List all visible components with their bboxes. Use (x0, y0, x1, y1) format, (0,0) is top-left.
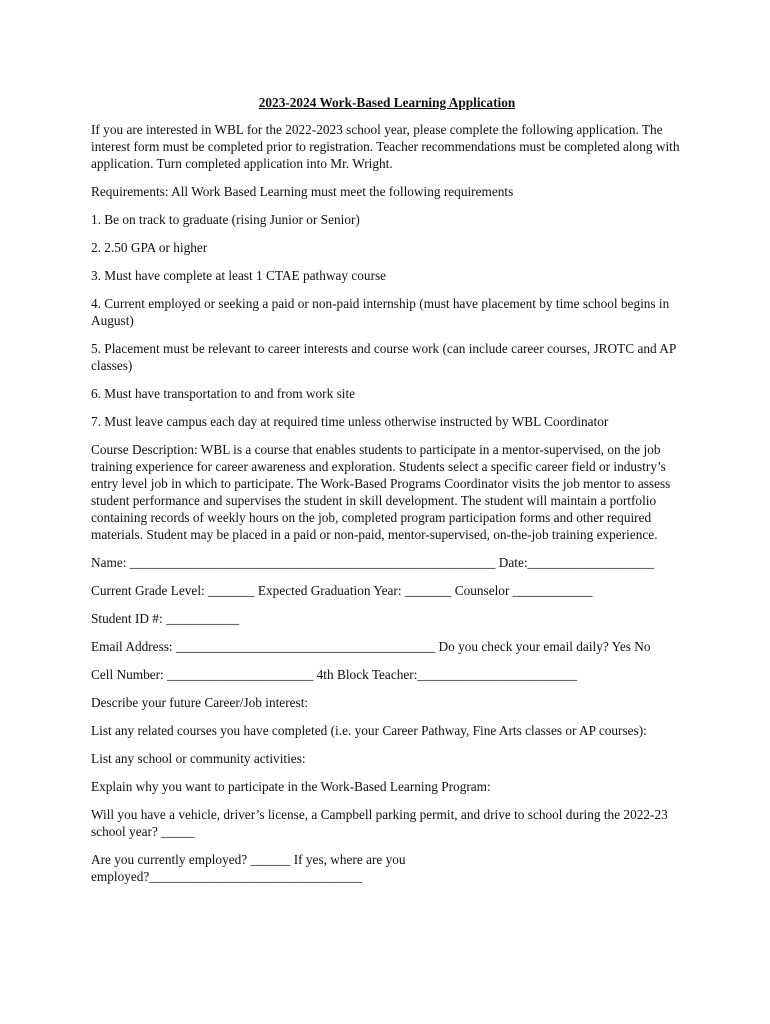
email-field[interactable]: Email Address: _______________________________________ Do you check your email daily? Yes No (91, 639, 651, 654)
employment-question-line-1: Are you currently employed? ______ If yes, where are you (91, 852, 406, 867)
career-interest-question: Describe your future Career/Job interest: (91, 695, 309, 710)
student-id-field[interactable]: Student ID #: ___________ (91, 611, 240, 626)
requirements-heading: Requirements: All Work Based Learning must meet the following requirements (91, 184, 514, 199)
requirement-item-7: 7. Must leave campus each day at required time unless otherwise instructed by WBL Coordinator (91, 414, 609, 429)
name-date-field[interactable]: Name: _______________________________________________________ Date:___________________ (91, 555, 654, 570)
why-participate-question: Explain why you want to participate in the Work-Based Learning Program: (91, 779, 491, 794)
activities-question: List any school or community activities: (91, 751, 306, 766)
requirement-item-4: 4. Current employed or seeking a paid or non-paid internship (must have placement by time school begins in August) (91, 296, 672, 328)
requirement-item-3: 3. Must have complete at least 1 CTAE pathway course (91, 268, 387, 283)
course-description: Course Description: WBL is a course that enables students to participate in a mentor-supervised, on the job training experience for career awareness and exploration. Students select a specific career field or industry’s entry level job in which to participate. The Work-Based Programs Coordinator visits the job mentor to assess student performance and supervises the student in skill development. The student will maintain a portfolio containing records of weekly hours on the job, completed program participation forms and other required materials. Student may be placed in a paid or non-paid, mentor-supervised, on-the-job training experience. (91, 442, 674, 542)
requirement-item-1: 1. Be on track to graduate (rising Junior or Senior) (91, 212, 360, 227)
cell-teacher-field[interactable]: Cell Number: ______________________ 4th Block Teacher:________________________ (91, 667, 577, 682)
employment-question (91, 851, 683, 885)
requirement-item-5: 5. Placement must be relevant to career interests and course work (can include career courses, JROTC and AP classes) (91, 341, 680, 373)
requirement-item-6: 6. Must have transportation to and from work site (91, 386, 356, 401)
employment-question-line-2: employed?________________________________ (91, 869, 363, 884)
vehicle-question: Will you have a vehicle, driver’s license, a Campbell parking permit, and drive to school during the 2022-23 school year? _____ (91, 807, 672, 839)
document-body (91, 94, 683, 885)
related-courses-question: List any related courses you have completed (i.e. your Career Pathway, Fine Arts classes or AP courses): (91, 723, 647, 738)
requirement-item-2: 2. 2.50 GPA or higher (91, 240, 208, 255)
intro-paragraph: If you are interested in WBL for the 2022-2023 school year, please complete the following application. The interest form must be completed prior to registration. Teacher recommendations must be completed along with application. Turn completed application into Mr. Wright. (91, 122, 683, 171)
document-title: 2023-2024 Work-Based Learning Application (258, 95, 516, 110)
grade-graduation-counselor-field[interactable]: Current Grade Level: _______ Expected Graduation Year: _______ Counselor ____________ (91, 583, 593, 598)
